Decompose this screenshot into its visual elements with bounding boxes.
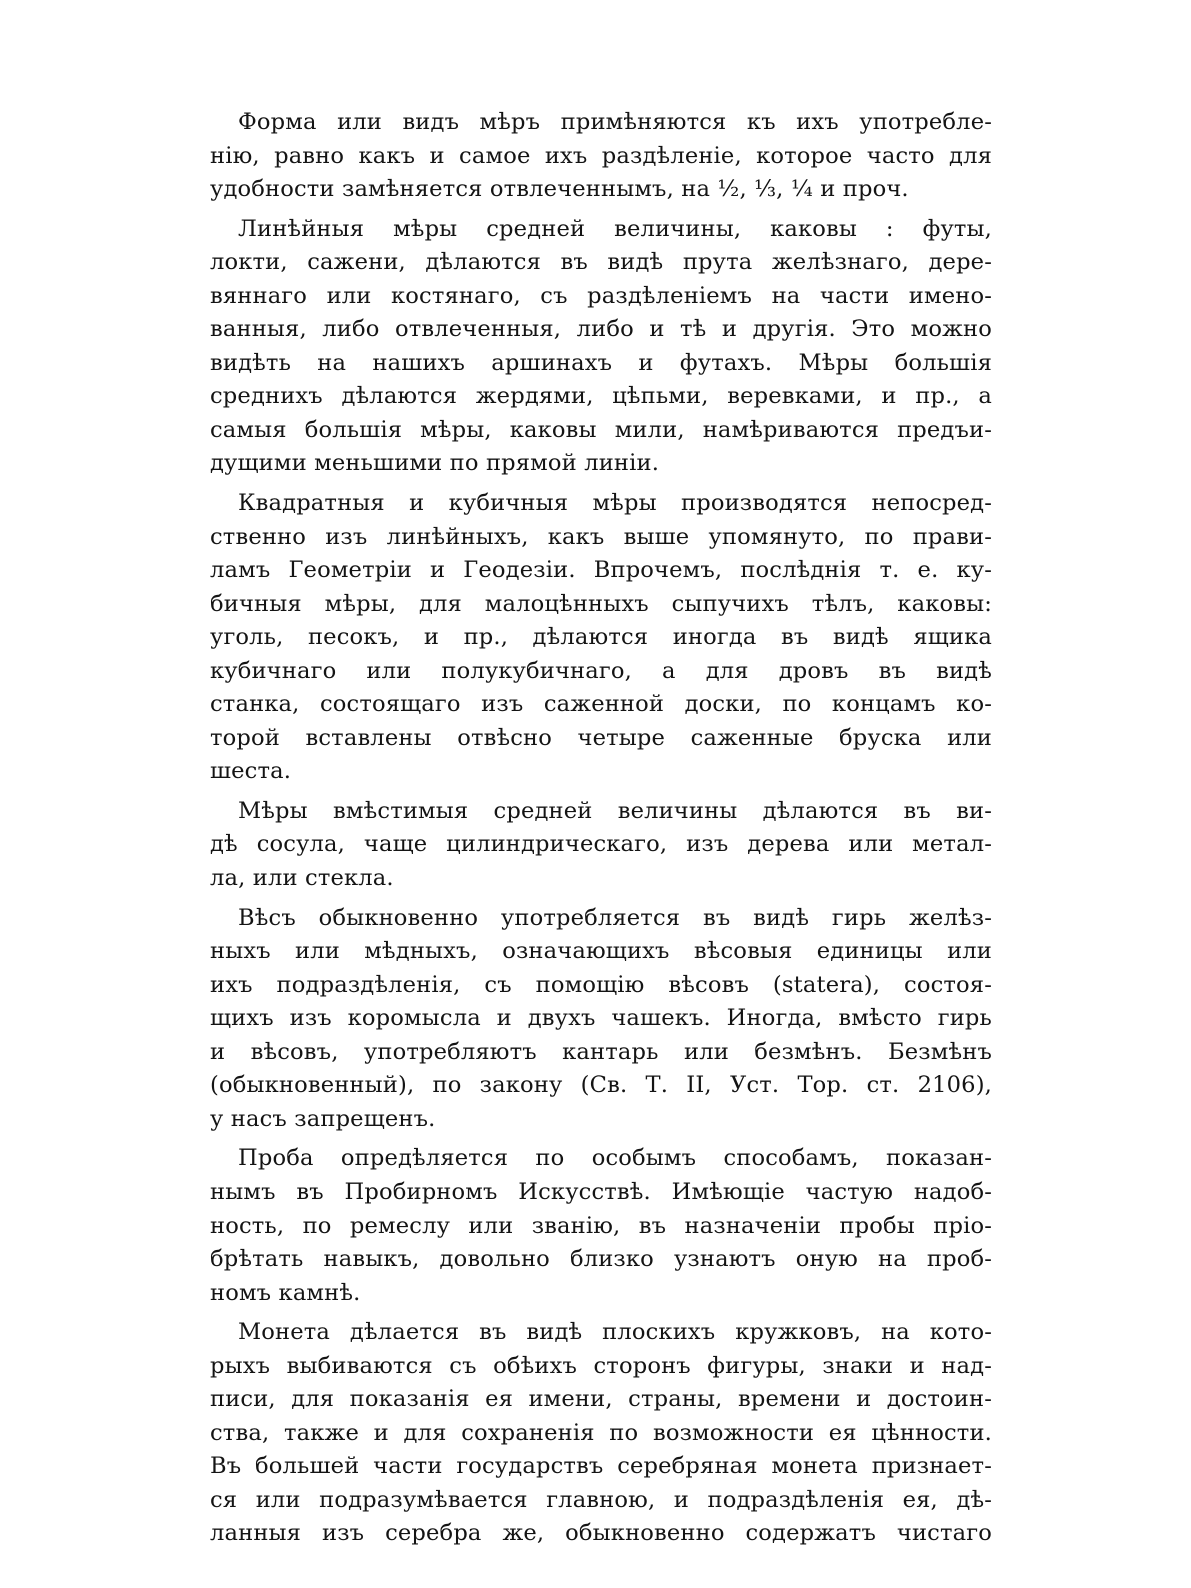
text-line: Вѣсъ обыкновенно употребляется въ видѣ гирь желѣз- — [238, 904, 992, 931]
text-line: (обыкновенный), по закону (Св. Т. II, Уст. Тор. ст. 2106), — [210, 1072, 992, 1099]
text-line: ность, по ремеслу или званію, въ назначеніи пробы пріо- — [210, 1212, 992, 1239]
text-line: локти, сажени, дѣлаются въ видѣ прута желѣзнаго, дере- — [210, 249, 992, 276]
text-line: торой вставлены отвѣсно четыре саженные бруска или — [210, 724, 992, 751]
text-line: вяннаго или костянаго, съ раздѣленіемъ на части имено- — [210, 282, 992, 309]
text-line: ся или подразумѣвается главною, и подраздѣленія ея, дѣ- — [210, 1486, 992, 1513]
document-page — [210, 106, 992, 1551]
text-line: нымъ въ Пробирномъ Искусствѣ. Имѣющіе частую надоб- — [210, 1178, 992, 1205]
text-line: и вѣсовъ, употребляютъ кантарь или безмѣнъ. Безмѣнъ — [210, 1038, 992, 1065]
text-line: дѣ сосула, чаще цилиндрическаго, изъ дерева или метал- — [210, 831, 992, 858]
text-line: ванныя, либо отвлеченныя, либо и тѣ и другія. Это можно — [210, 316, 992, 343]
text-line: шеста. — [210, 758, 292, 785]
text-line: удобности замѣняется отвлеченнымъ, на ½, ⅓, ¼ и проч. — [210, 176, 909, 203]
text-line: ламъ Геометріи и Геодезіи. Впрочемъ, послѣднія т. е. ку- — [210, 557, 992, 584]
text-line: Проба опредѣляется по особымъ способамъ, показан- — [238, 1145, 992, 1172]
text-line: номъ камнѣ. — [210, 1279, 361, 1306]
text-line: среднихъ дѣлаются жердями, цѣпьми, веревками, и пр., а — [210, 383, 992, 410]
text-line: ственно изъ линѣйныхъ, какъ выше упомянуто, по прави- — [210, 523, 992, 550]
text-line: брѣтать навыкъ, довольно близко узнаютъ оную на проб- — [210, 1246, 992, 1273]
paragraph-linear-measures — [210, 213, 992, 481]
paragraph-measures-form — [210, 106, 992, 207]
text-line: у насъ запрещенъ. — [210, 1105, 436, 1132]
text-line: Мѣры вмѣстимыя средней величины дѣлаются въ ви- — [238, 797, 992, 824]
paragraph-square-cubic-measures — [210, 487, 992, 789]
text-line: ныхъ или мѣдныхъ, означающихъ вѣсовыя единицы или — [210, 938, 992, 965]
paragraph-capacity-measures — [210, 795, 992, 896]
text-line: ла, или стекла. — [210, 865, 394, 892]
text-line: рыхъ выбиваются съ обѣихъ сторонъ фигуры, знаки и над- — [210, 1352, 992, 1379]
text-line: ланныя изъ серебра же, обыкновенно содержатъ чистаго — [210, 1520, 992, 1547]
text-line: Въ большей части государствъ серебряная монета признает- — [210, 1453, 992, 1480]
text-line: дущими меньшими по прямой линіи. — [210, 450, 660, 477]
text-line: писи, для показанія ея имени, страны, времени и достоин- — [210, 1386, 992, 1413]
text-line: уголь, песокъ, и пр., дѣлаются иногда въ видѣ ящика — [210, 624, 992, 651]
paragraph-weights — [210, 902, 992, 1137]
text-line: самыя большія мѣры, каковы мили, намѣриваются предъи- — [210, 416, 992, 443]
text-line: Монета дѣлается въ видѣ плоскихъ кружковъ, на кото- — [238, 1319, 992, 1346]
paragraph-assay — [210, 1142, 992, 1310]
text-line: видѣть на нашихъ аршинахъ и футахъ. Мѣры большія — [210, 349, 992, 376]
text-line: Форма или видъ мѣръ примѣняются къ ихъ употребле- — [238, 109, 992, 135]
text-line: ихъ подраздѣленія, съ помощію вѣсовъ (statera), состоя- — [210, 971, 992, 998]
text-line: станка, состоящаго изъ саженной доски, по концамъ ко- — [210, 691, 992, 718]
text-line: ства, также и для сохраненія по возможности ея цѣнности. — [210, 1419, 992, 1446]
text-line: бичныя мѣры, для малоцѣнныхъ сыпучихъ тѣлъ, каковы: — [210, 590, 992, 617]
text-line: щихъ изъ коромысла и двухъ чашекъ. Иногда, вмѣсто гирь — [210, 1005, 992, 1032]
text-line: Квадратныя и кубичныя мѣры производятся непосред- — [238, 490, 992, 517]
text-line: Линѣйныя мѣры средней величины, каковы : футы, — [238, 215, 992, 242]
text-line: кубичнаго или полукубичнаго, а для дровъ въ видѣ — [210, 657, 992, 684]
paragraph-coinage — [210, 1316, 992, 1551]
text-line: нію, равно какъ и самое ихъ раздѣленіе, которое часто для — [210, 142, 992, 169]
